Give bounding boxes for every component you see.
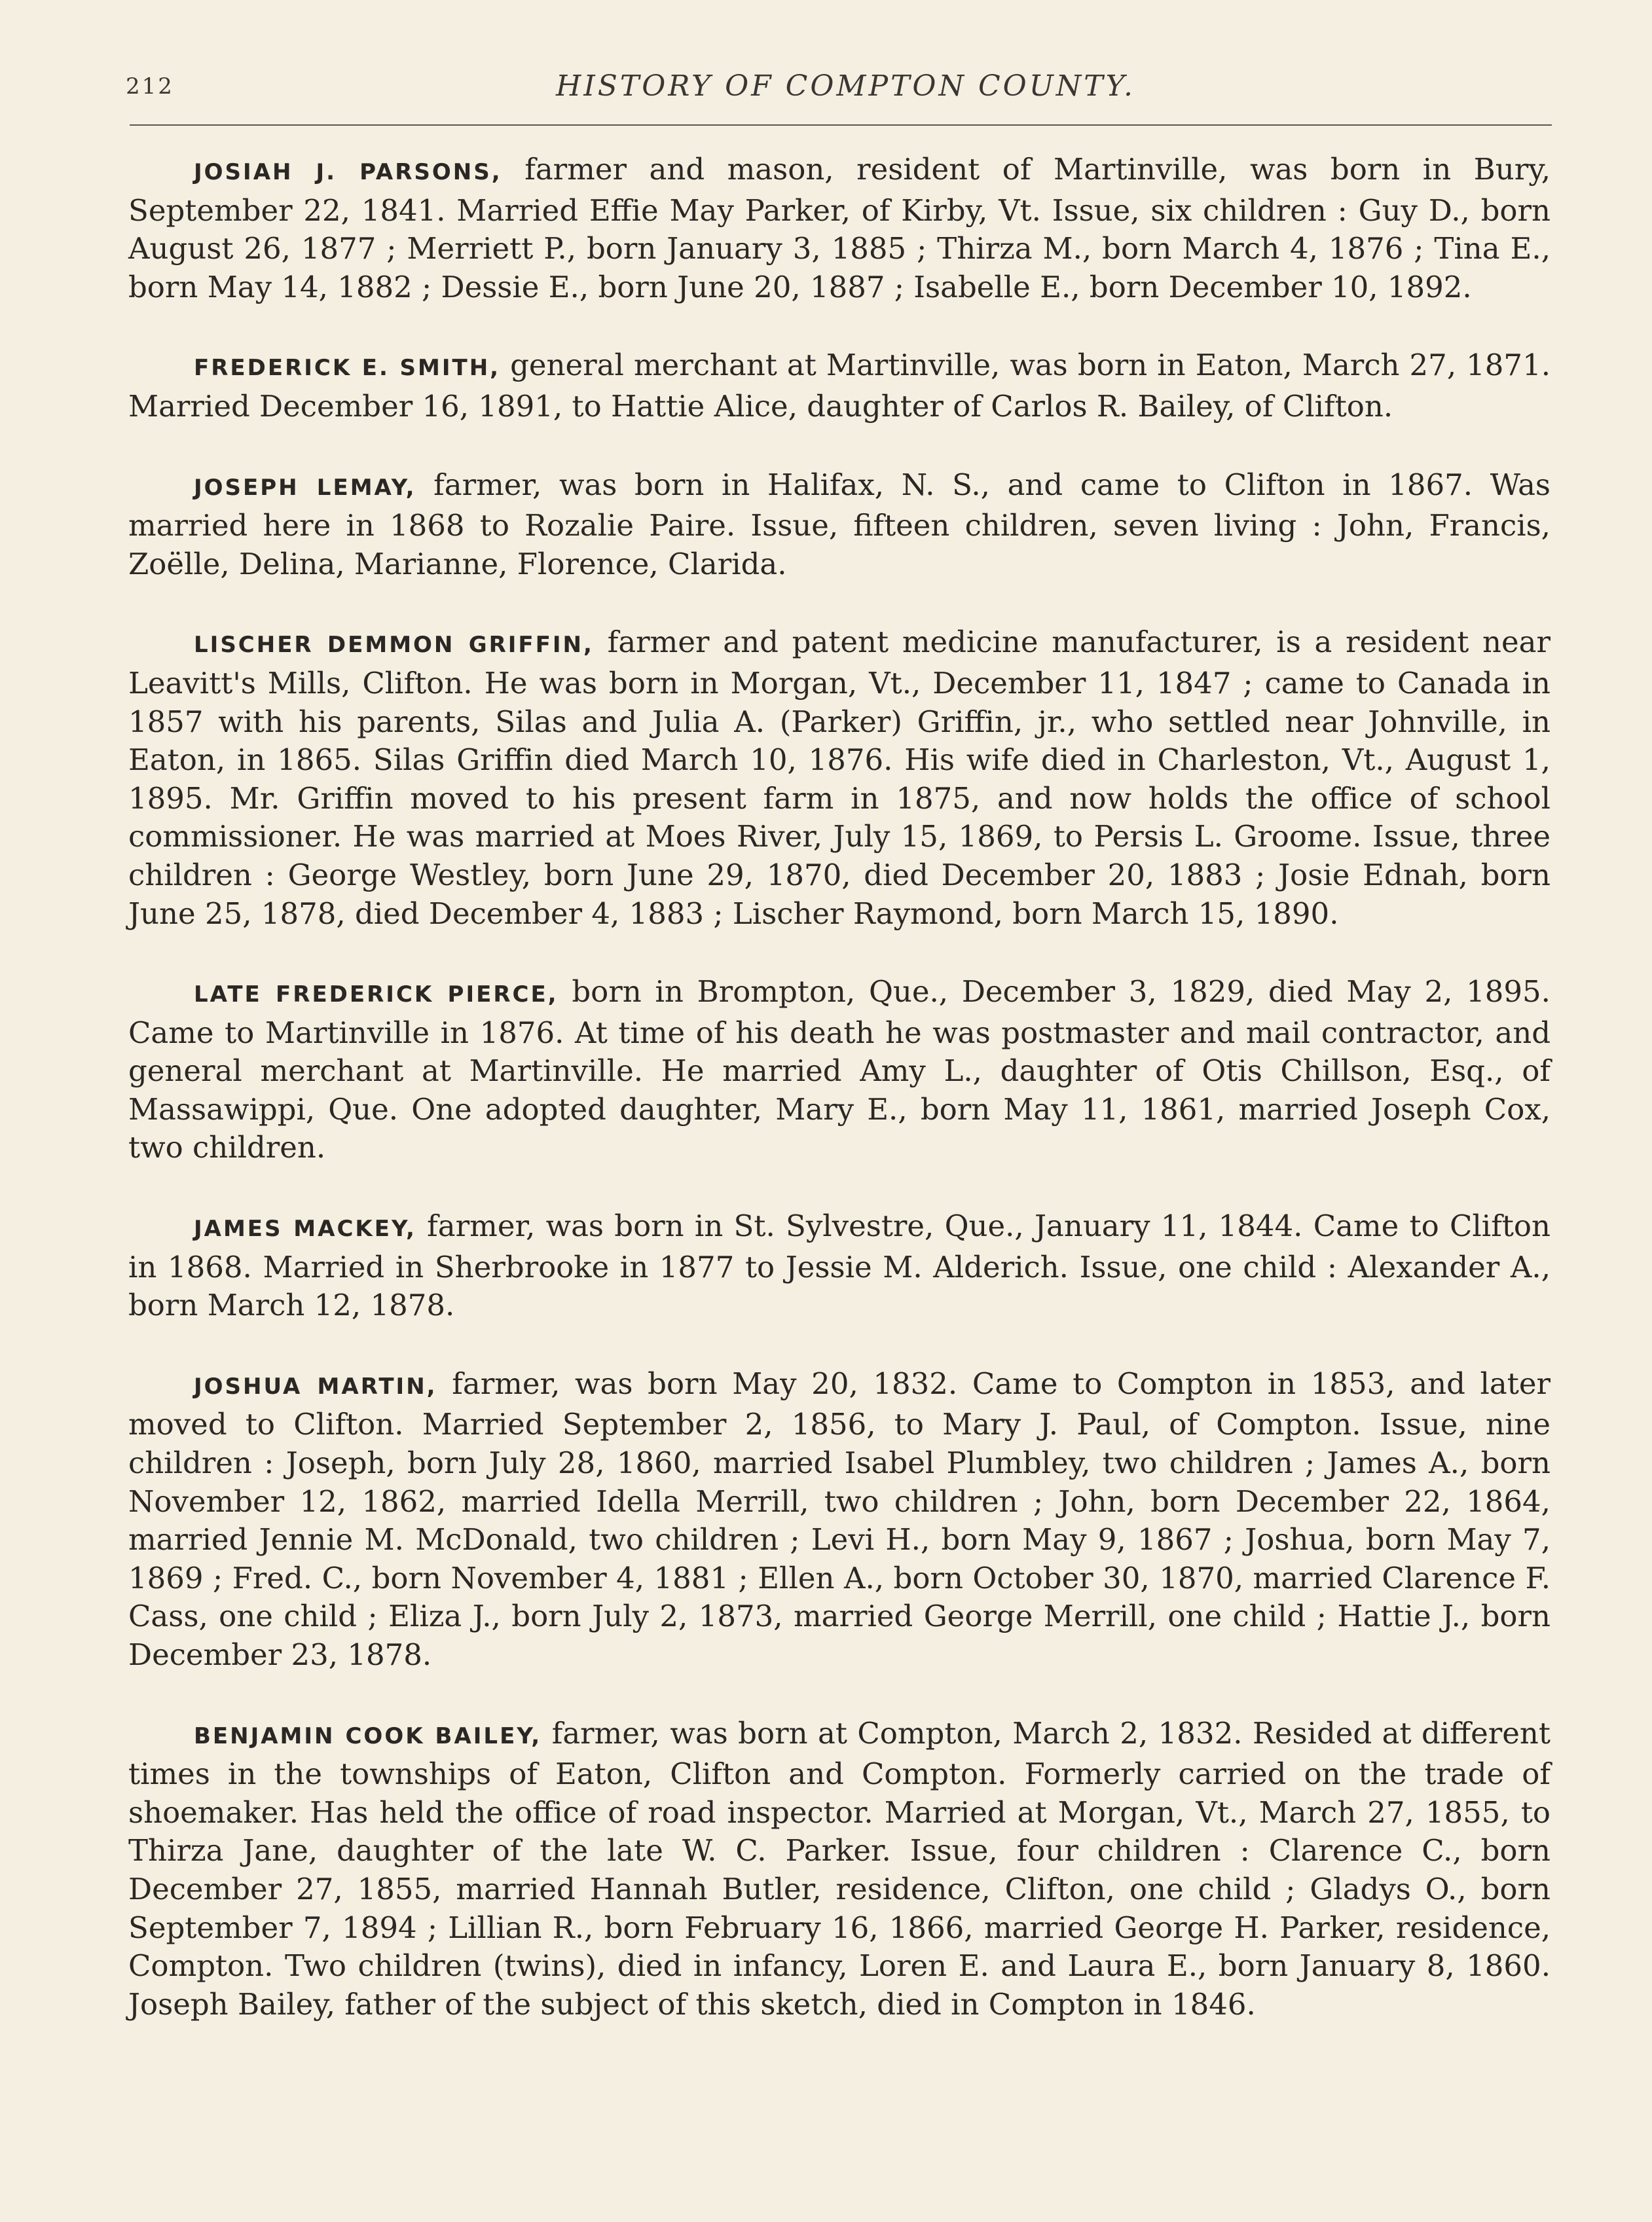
page-body <box>128 151 1551 2064</box>
entry-name: JOSHUA MARTIN, <box>194 1373 437 1400</box>
entry-name: BENJAMIN COOK BAILEY, <box>194 1722 542 1749</box>
entry-joshua-martin <box>128 1365 1551 1675</box>
entry-text: general merchant at Martinville, was born in Eaton, March 27, 1871. Married December 16, 1891, to Hattie Alice, daughter of Carlos R. Bailey, of Clifton. <box>128 348 1551 424</box>
page-number: 212 <box>126 73 174 100</box>
entry-name: JAMES MACKEY, <box>194 1216 416 1243</box>
entry-text: farmer and patent medicine manufacturer, is a resident near Leavitt's Mills, Clifton. He was born in Morgan, Vt., December 11, 1847 ; came to Canada in 1857 with his parents, Silas and Julia A. (Parker) Griffin, jr., who settled near Johnville, in Eaton, in 1865. Silas Griffin died March 10, 1876. His wife died in Charleston, Vt., August 1, 1895. Mr. Griffin moved to his present farm in 1875, and now holds the office of school commissioner. He was married at Moes River, July 15, 1869, to Persis L. Groome. Issue, three children : George Westley, born June 29, 1870, died December 20, 1883 ; Josie Ednah, born June 25, 1878, died December 4, 1883 ; Lischer Raymond, born March 15, 1890. <box>128 625 1551 931</box>
entry-name: FREDERICK E. SMITH, <box>194 355 501 382</box>
entry-name: JOSEPH LEMAY, <box>194 474 416 501</box>
entry-frederick-smith <box>128 346 1551 426</box>
entry-text: born in Brompton, Que., December 3, 1829, died May 2, 1895. Came to Martinville in 1876. At time of his death he was postmaster and mail contractor, and general merchant at Martinville. He married Amy L., daughter of Otis Chillson, Esq., of Massawippi, Que. One adopted daughter, Mary E., born May 11, 1861, married Joseph Cox, two children. <box>128 974 1551 1165</box>
entry-text: farmer, was born in St. Sylvestre, Que., January 11, 1844. Came to Clifton in 1868. Married in Sherbrooke in 1877 to Jessie M. Alderich. Issue, one child : Alexander A., born March 12, 1878. <box>128 1209 1551 1323</box>
entry-joseph-lemay <box>128 466 1551 584</box>
entry-text: farmer, was born in Halifax, N. S., and came to Clifton in 1867. Was married here in 1868 to Rozalie Paire. Issue, fifteen children, seven living : John, Francis, Zoëlle, Delina, Marianne, Florence, Clarida. <box>128 467 1551 581</box>
entry-lischer-griffin <box>128 623 1551 933</box>
entry-text: farmer and mason, resident of Martinville, was born in Bury, September 22, 1841. Married Effie May Parker, of Kirby, Vt. Issue, six children : Guy D., born August 26, 1877 ; Merriett P., born January 3, 1885 ; Thirza M., born March 4, 1876 ; Tina E., born May 14, 1882 ; Dessie E., born June 20, 1887 ; Isabelle E., born December 10, 1892. <box>128 152 1551 304</box>
entry-text: farmer, was born at Compton, March 2, 1832. Resided at different times in the townships of Eaton, Clifton and Compton. Formerly carried on the trade of shoemaker. Has held the office of road inspector. Married at Morgan, Vt., March 27, 1855, to Thirza Jane, daughter of the late W. C. Parker. Issue, four children : Clarence C., born December 27, 1855, married Hannah Butler, residence, Clifton, one child ; Gladys O., born September 7, 1894 ; Lillian R., born February 16, 1866, married George H. Parker, residence, Compton. Two children (twins), died in infancy, Loren E. and Laura E., born January 8, 1860. Joseph Bailey, father of the subject of this sketch, died in Compton in 1846. <box>128 1715 1551 2022</box>
entry-name: JOSIAH J. PARSONS, <box>194 159 502 185</box>
entry-josiah-parsons <box>128 151 1551 306</box>
running-head: HISTORY OF COMPTON COUNTY. <box>555 69 1136 103</box>
header-rule <box>130 124 1552 126</box>
entry-benjamin-bailey <box>128 1715 1551 2024</box>
entry-name: LATE FREDERICK PIERCE, <box>194 981 559 1008</box>
entry-text: farmer, was born May 20, 1832. Came to Compton in 1853, and later moved to Clifton. Married September 2, 1856, to Mary J. Paul, of Compton. Issue, nine children : Joseph, born July 28, 1860, married Isabel Plumbley, two children ; James A., born November 12, 1862, married Idella Merrill, two children ; John, born December 22, 1864, married Jennie M. McDonald, two children ; Levi H., born May 9, 1867 ; Joshua, born May 7, 1869 ; Fred. C., born November 4, 1881 ; Ellen A., born October 30, 1870, married Clarence F. Cass, one child ; Eliza J., born July 2, 1873, married George Merrill, one child ; Hattie J., born December 23, 1878. <box>128 1366 1551 1672</box>
entry-james-mackey <box>128 1207 1551 1325</box>
entry-name: LISCHER DEMMON GRIFFIN, <box>194 632 594 659</box>
entry-frederick-pierce <box>128 973 1551 1167</box>
